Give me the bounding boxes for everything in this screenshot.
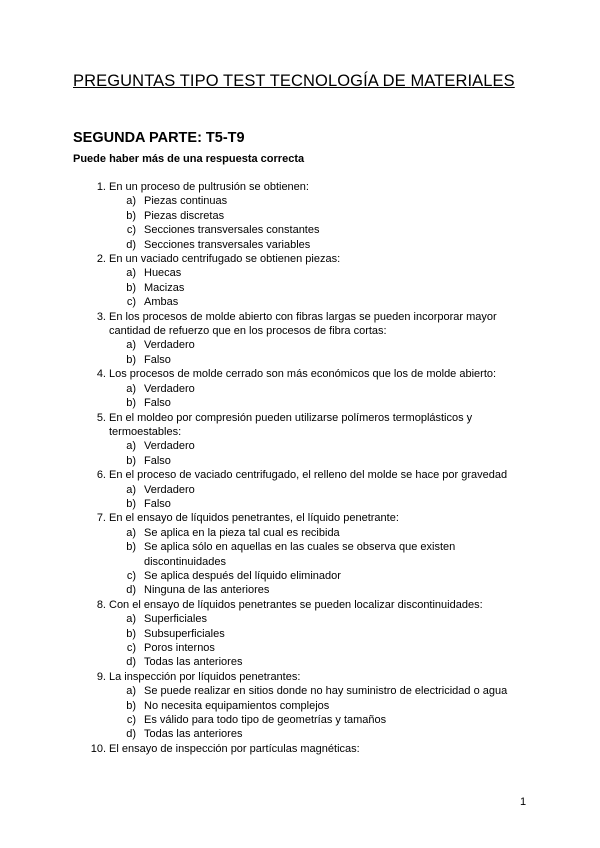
- question-number: 3.: [96, 310, 106, 323]
- option-letter: c): [126, 569, 136, 582]
- answer-option: [0, 238, 600, 252]
- answer-option: [0, 439, 600, 453]
- instruction-note: Puede haber más de una respuesta correcta: [73, 153, 305, 165]
- option-letter: a): [126, 339, 136, 352]
- option-letter: b): [126, 454, 136, 467]
- option-text: Se aplica en la pieza tal cual es recibida: [144, 526, 340, 539]
- option-letter: b): [126, 397, 136, 410]
- answer-options: [0, 439, 600, 468]
- option-text: Superficiales: [144, 613, 207, 626]
- option-letter: a): [126, 613, 136, 626]
- answer-options: [0, 338, 600, 367]
- answer-option: [0, 497, 600, 511]
- answer-option: [0, 583, 600, 597]
- option-text: Ninguna de las anteriores: [144, 584, 270, 597]
- option-letter: b): [126, 353, 136, 366]
- answer-option: [0, 382, 600, 396]
- question-item: [0, 252, 600, 310]
- answer-option: [0, 194, 600, 208]
- question-number: 10.: [90, 742, 106, 755]
- question-text: En el moldeo por compresión pueden utilizarse polímeros termoplásticos y termoestables:: [109, 411, 473, 438]
- question-number: 1.: [96, 181, 106, 193]
- question-text: En el ensayo de líquidos penetrantes, el líquido penetrante:: [109, 512, 399, 525]
- answer-option: [0, 353, 600, 367]
- option-text: Ambas: [144, 296, 179, 309]
- page-number: 1: [520, 796, 527, 808]
- answer-option: [0, 540, 600, 569]
- option-text: Todas las anteriores: [144, 728, 243, 741]
- question-item: [0, 598, 600, 670]
- answer-option: [0, 223, 600, 237]
- answer-options: [0, 266, 600, 309]
- option-letter: d): [126, 656, 136, 669]
- answer-options: [0, 526, 600, 598]
- option-letter: a): [126, 526, 136, 539]
- answer-option: [0, 641, 600, 655]
- option-letter: a): [126, 382, 136, 395]
- answer-option: [0, 612, 600, 626]
- option-letter: a): [126, 440, 136, 453]
- option-letter: a): [126, 267, 136, 280]
- option-letter: a): [126, 685, 136, 698]
- answer-option: [0, 569, 600, 583]
- question-number: 6.: [96, 469, 106, 482]
- option-letter: a): [126, 483, 136, 496]
- option-text: Secciones transversales constantes: [144, 224, 320, 237]
- question-text: En un vaciado centrifugado se obtienen piezas:: [109, 253, 341, 266]
- option-text: Verdadero: [144, 483, 195, 496]
- option-text: Huecas: [144, 267, 182, 280]
- question-item: [0, 670, 600, 742]
- option-letter: d): [126, 238, 136, 251]
- question-text: Con el ensayo de líquidos penetrantes se pueden localizar discontinuidades:: [109, 598, 483, 611]
- question-item: [0, 180, 600, 252]
- answer-option: [0, 338, 600, 352]
- section-heading: SEGUNDA PARTE: T5-T9: [73, 130, 245, 146]
- option-letter: b): [126, 281, 136, 294]
- option-text: Poros internos: [144, 642, 215, 654]
- option-letter: d): [126, 584, 136, 597]
- answer-option: [0, 655, 600, 669]
- question-number: 5.: [96, 411, 106, 424]
- question-text: El ensayo de inspección por partículas magnéticas:: [109, 742, 360, 755]
- option-text: Verdadero: [144, 339, 195, 352]
- option-text: No necesita equipamientos complejos: [144, 699, 330, 712]
- question-text: En el proceso de vaciado centrifugado, el relleno del molde se hace por gravedad: [109, 469, 508, 482]
- answer-option: [0, 713, 600, 727]
- answer-options: [0, 612, 600, 670]
- option-text: Verdadero: [144, 382, 195, 395]
- option-letter: b): [126, 497, 136, 510]
- answer-options: [0, 194, 600, 252]
- answer-options: [0, 684, 600, 742]
- question-text: En los procesos de molde abierto con fibras largas se pueden incorporar mayor cantidad de refuerzo que en los procesos de fibra cortas:: [109, 310, 497, 338]
- option-text: Se aplica sólo en aquellas en las cuales se observa que existen discontinuidades: [144, 541, 456, 568]
- question-list: [0, 180, 600, 756]
- question-item: [0, 411, 600, 469]
- option-letter: c): [126, 642, 136, 654]
- option-text: Secciones transversales variables: [144, 238, 311, 251]
- answer-option: [0, 727, 600, 741]
- option-text: Piezas discretas: [144, 209, 225, 222]
- option-letter: c): [126, 296, 136, 309]
- option-letter: b): [126, 627, 136, 640]
- option-text: Es válido para todo tipo de geometrías y tamaños: [144, 714, 387, 727]
- question-number: 7.: [96, 512, 106, 525]
- option-text: Todas las anteriores: [144, 656, 243, 669]
- question-text: En un proceso de pultrusión se obtienen:: [109, 181, 309, 193]
- option-letter: b): [126, 541, 136, 554]
- option-letter: b): [126, 209, 136, 222]
- answer-option: [0, 266, 600, 280]
- question-item: [0, 310, 600, 368]
- answer-options: [0, 382, 600, 411]
- answer-option: [0, 209, 600, 223]
- answer-option: [0, 526, 600, 540]
- option-text: Falso: [144, 353, 171, 366]
- option-text: Piezas continuas: [144, 195, 228, 208]
- question-item: [0, 468, 600, 511]
- option-text: Se aplica después del líquido eliminador: [144, 569, 341, 582]
- question-item: [0, 367, 600, 410]
- document-title: PREGUNTAS TIPO TEST TECNOLOGÍA DE MATERIALES: [73, 72, 515, 90]
- option-text: Falso: [144, 497, 171, 510]
- answer-options: [0, 483, 600, 512]
- answer-option: [0, 699, 600, 713]
- answer-option: [0, 483, 600, 497]
- option-text: Se puede realizar en sitios donde no hay suministro de electricidad o agua: [144, 685, 508, 698]
- option-letter: b): [126, 699, 136, 712]
- option-letter: a): [126, 195, 136, 208]
- question-item: [0, 742, 600, 756]
- option-text: Falso: [144, 397, 171, 410]
- option-letter: c): [126, 224, 136, 237]
- option-letter: d): [126, 728, 136, 741]
- question-text: La inspección por líquidos penetrantes:: [109, 670, 301, 683]
- answer-option: [0, 454, 600, 468]
- question-number: 2.: [96, 253, 106, 266]
- question-number: 8.: [96, 598, 106, 611]
- question-text: Los procesos de molde cerrado son más económicos que los de molde abierto:: [109, 368, 497, 381]
- answer-option: [0, 627, 600, 641]
- answer-option: [0, 295, 600, 309]
- option-text: Verdadero: [144, 440, 195, 453]
- answer-option: [0, 396, 600, 410]
- answer-option: [0, 684, 600, 698]
- option-text: Subsuperficiales: [144, 627, 225, 640]
- option-text: Macizas: [144, 281, 185, 294]
- answer-option: [0, 281, 600, 295]
- option-text: Falso: [144, 454, 171, 467]
- question-number: 9.: [96, 670, 106, 683]
- question-item: [0, 511, 600, 597]
- question-number: 4.: [96, 368, 106, 381]
- option-letter: c): [126, 714, 136, 727]
